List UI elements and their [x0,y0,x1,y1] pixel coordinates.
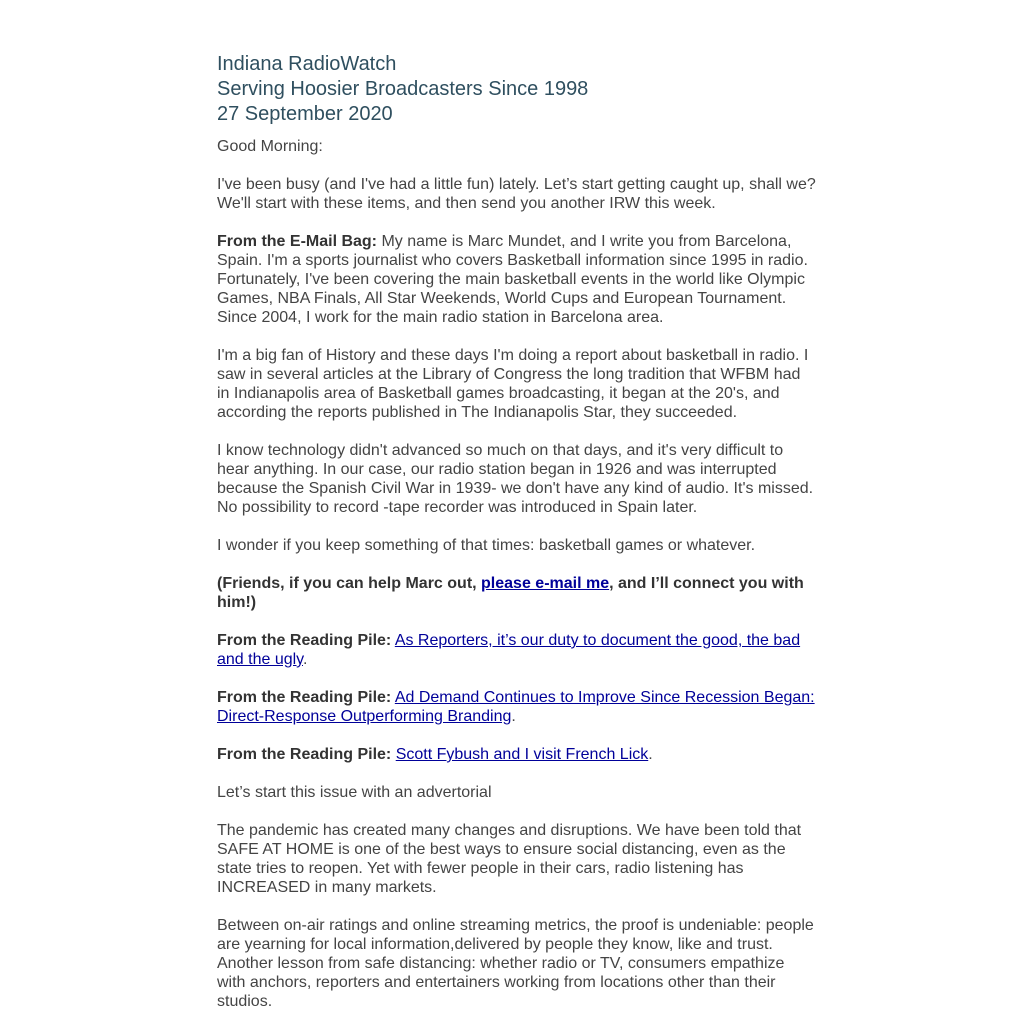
friends-after: , and I’ll connect you with him!) [217,575,804,611]
mailbag-paragraph-4: I wonder if you keep something of that times: basketball games or whatever. [217,537,756,554]
newsletter-date: 27 September 2020 [217,103,393,125]
reading-pile-item-2 [217,688,817,726]
reading-pile-item-1 [217,631,817,669]
greeting: Good Morning: [217,138,323,155]
reading-pile-item-3 [217,745,817,764]
mailbag-label: From the E-Mail Bag: [217,233,378,250]
period: . [303,651,308,668]
intro-paragraph: I've been busy (and I've had a little fun) lately. Let’s start getting caught up, shall we? We'll start with these items, and then send you another IRW this week. [217,176,816,212]
friends-before: (Friends, if you can help Marc out, [217,575,482,592]
friends-request [217,574,817,612]
newsletter-body [217,137,817,1011]
newsletter-tagline: Serving Hoosier Broadcasters Since 1998 [217,78,589,100]
advertorial-intro: Let’s start this issue with an advertorial [217,784,492,801]
mailbag-text-1: My name is Marc Mundet, and I write you from Barcelona, Spain. I'm a sports journalist who covers Basketball information since 1995 in radio. Fortunately, I've been covering the main basketball events in the world like Olympic Games, NBA Finals, All Star Weekends, World Cups and European Tournament. Since 2004, I work for the main radio station in Barcelona area. [217,233,808,326]
email-me-link[interactable]: please e-mail me [481,575,610,592]
newsletter-title: Indiana RadioWatch [217,53,397,75]
reading-pile-link-3[interactable]: Scott Fybush and I visit French Lick [395,746,649,763]
friends-request-text [217,575,804,611]
period: . [511,708,516,725]
pandemic-paragraph-1: The pandemic has created many changes and disruptions. We have been told that SAFE AT HOME is one of the best ways to ensure social distancing, even as the state tries to reopen. Yet with fewer people in their cars, radio listening has INCREASED in many markets. [217,822,802,896]
period: . [648,746,653,763]
mailbag-paragraph-2: I'm a big fan of History and these days I'm doing a report about basketball in radio. I saw in several articles at the Library of Congress the long tradition that WFBM had in Indianapolis area of Basketball games broadcasting, it began at the 20's, and according the reports published in The Indianapolis Star, they succeeded. [217,347,809,421]
newsletter-header [217,52,817,127]
mailbag-paragraph-3: I know technology didn't advanced so much on that days, and it's very difficult to hear anything. In our case, our radio station began in 1926 and was interrupted because the Spanish Civil War in 1939- we don't have any kind of audio. It's missed. No possibility to record -tape recorder was introduced in Spain later. [217,442,814,516]
mailbag-paragraph-1 [217,232,817,327]
reading-pile-link-1[interactable]: As Reporters, it’s our duty to document the good, the bad and the ugly [217,632,801,668]
reading-pile-link-2[interactable]: Ad Demand Continues to Improve Since Recession Began: Direct-Response Outperforming Branding [217,689,815,725]
reading-pile-label: From the Reading Pile: [217,632,392,649]
reading-pile-label: From the Reading Pile: [217,689,392,706]
newsletter [217,52,817,1030]
pandemic-paragraph-2: Between on-air ratings and online streaming metrics, the proof is undeniable: people are yearning for local information,delivered by people they know, like and trust. Another lesson from safe distancing: whether radio or TV, consumers empathize with anchors, reporters and entertainers working from locations other than their studios. [217,917,814,1010]
reading-pile-label: From the Reading Pile: [217,746,392,763]
